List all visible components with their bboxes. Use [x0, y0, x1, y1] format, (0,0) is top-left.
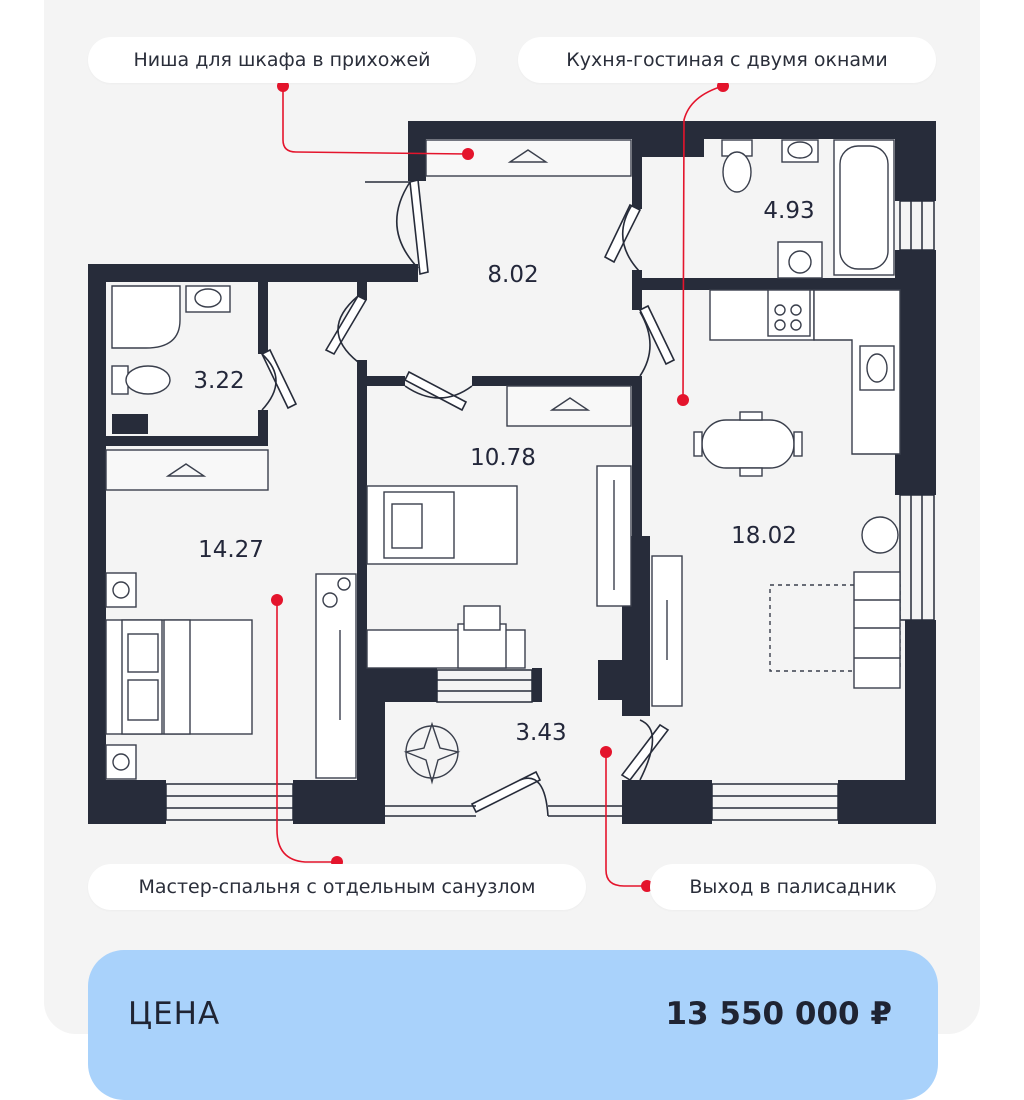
- callout-hall-niche: Ниша для шкафа в прихожей: [88, 37, 476, 83]
- room-area-bathroom-main: 4.93: [763, 198, 815, 224]
- room-area-vestibule: 3.43: [515, 720, 567, 746]
- room-area-bedroom-small: 10.78: [470, 445, 536, 471]
- thin-walls: [385, 806, 622, 816]
- price-box: [88, 950, 938, 1100]
- callout-garden-exit: Выход в палисадник: [650, 864, 936, 910]
- room-area-hall: 8.02: [487, 262, 539, 288]
- callout-kitchen-living: Кухня-гостиная с двумя окнами: [518, 37, 936, 83]
- room-area-bathroom-master: 3.22: [193, 368, 245, 394]
- room-area-bedroom-master: 14.27: [198, 537, 264, 563]
- price-label: ЦЕНА: [128, 996, 221, 1032]
- room-area-kitchen-living: 18.02: [731, 523, 797, 549]
- price-value: 13 550 000 ₽: [665, 996, 892, 1032]
- callout-master-bedroom: Мастер-спальня с отдельным санузлом: [88, 864, 586, 910]
